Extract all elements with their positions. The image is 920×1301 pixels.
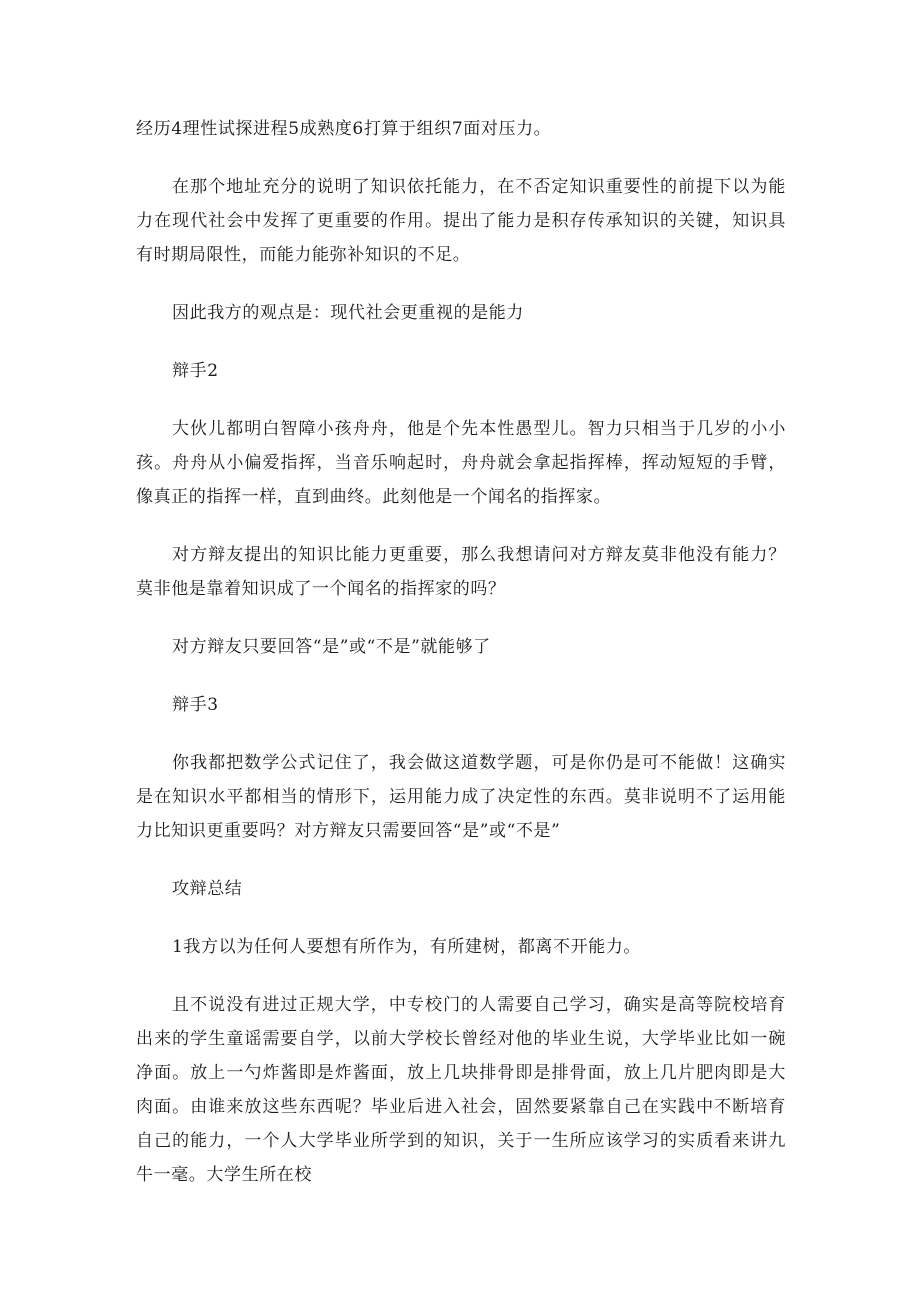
document-body xyxy=(136,112,786,1216)
paragraph: 经历4理性试探进程5成熟度6打算于组织7面对压力。 xyxy=(136,119,552,139)
section-heading: 辩手2 xyxy=(172,361,219,381)
paragraph: 对方辩友提出的知识比能力更重要，那么我想请问对方辩友莫非他没有能力？莫非他是靠着知识成了一个闻名的指挥家的吗？ xyxy=(136,545,786,599)
paragraph: 对方辩友只要回答“是”或“不是”就能够了 xyxy=(172,637,491,657)
paragraph: 1我方以为任何人要想有所作为，有所建树，都离不开能力。 xyxy=(172,937,642,957)
paragraph: 因此我方的观点是：现代社会更重视的是能力 xyxy=(172,303,524,323)
paragraph: 大伙儿都明白智障小孩舟舟，他是个先本性愚型儿。智力只相当于几岁的小小孩。舟舟从小偏爱指挥，当音乐响起时，舟舟就会拿起指挥棒，挥动短短的手臂，像真正的指挥一样，直到曲终。此刻他是一个闻名的指挥家。 xyxy=(136,419,786,507)
paragraph: 你我都把数学公式记住了，我会做这道数学题，可是你仍是可不能做！这确实是在知识水平都相当的情形下，运用能力成了决定性的东西。莫非说明不了运用能力比知识更重要吗？对方辩友只需要回答“是”或“不是” xyxy=(136,753,786,841)
section-heading: 攻辩总结 xyxy=(172,879,243,899)
paragraph: 在那个地址充分的说明了知识依托能力，在不否定知识重要性的前提下以为能力在现代社会中发挥了更重要的作用。提出了能力是积存传承知识的关键，知识具有时期局限性，而能力能弥补知识的不足。 xyxy=(136,177,786,265)
paragraph: 且不说没有进过正规大学，中专校门的人需要自己学习，确实是高等院校培育出来的学生童谣需要自学，以前大学校长曾经对他的毕业生说，大学毕业比如一碗净面。放上一勺炸酱即是炸酱面，放上几块排骨即是排骨面，放上几片肥肉即是大肉面。由谁来放这些东西呢？毕业后进入社会，固然要紧靠自己在实践中不断培育自己的能力，一个人大学毕业所学到的知识，关于一生所应该学习的实质看来讲九牛一毫。大学生所在校 xyxy=(136,995,786,1185)
section-heading: 辩手3 xyxy=(172,695,219,715)
